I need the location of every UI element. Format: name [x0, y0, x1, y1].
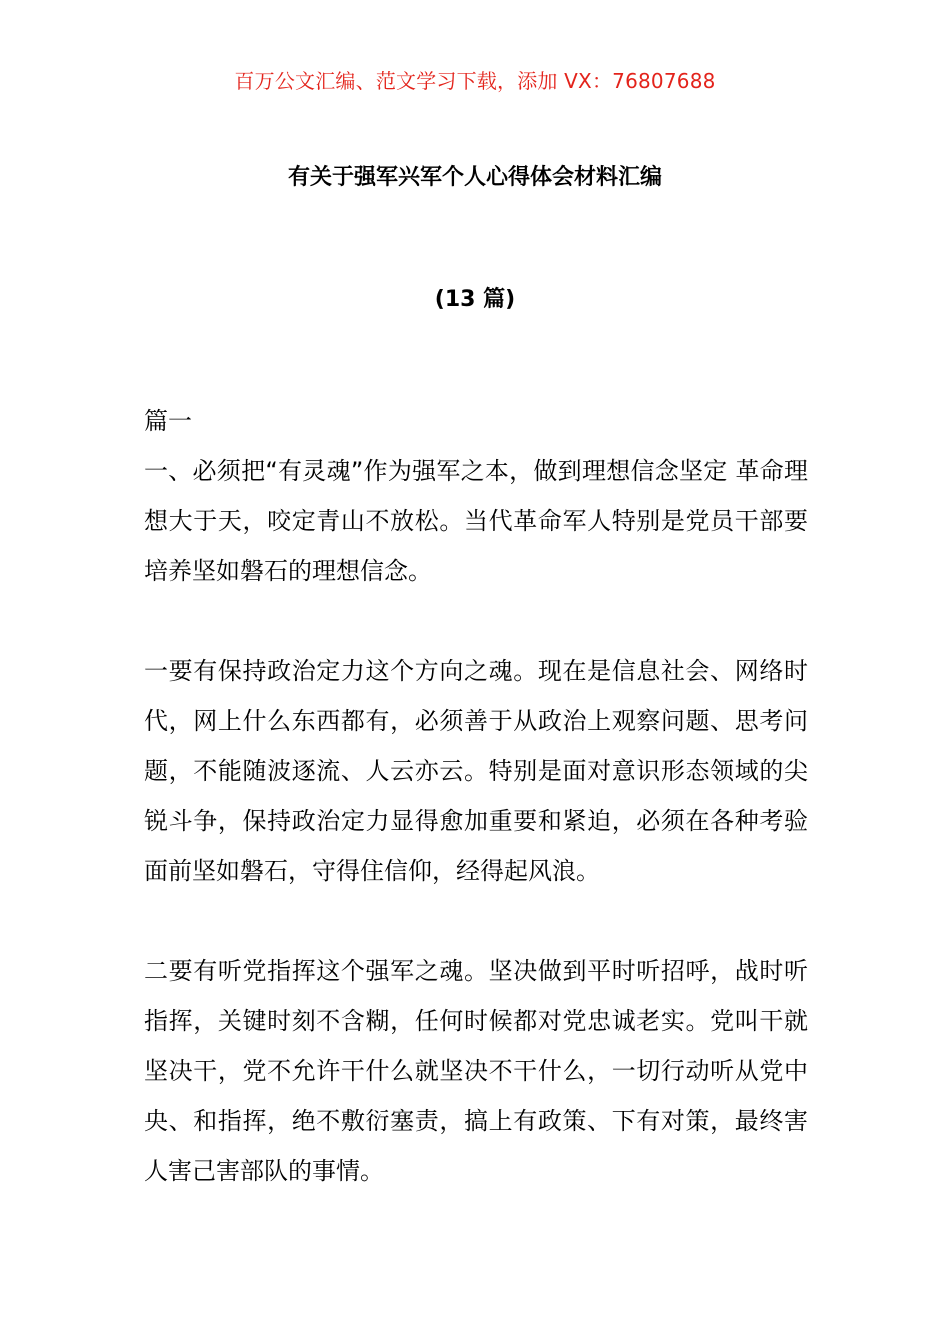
paragraph-3: 二要有听党指挥这个强军之魂。坚决做到平时听招呼，战时听指挥，关键时刻不含糊，任何时候都对党忠诚老实。党叫干就坚决干，党不允许干什么就坚决不干什么，一切行动听从党中央、和指挥，绝不敷衍塞责，搞上有政策、下有对策，最终害人害己害部队的事情。 [144, 957, 808, 1185]
paragraph-2: 一要有保持政治定力这个方向之魂。现在是信息社会、网络时代，网上什么东西都有，必须善于从政治上观察问题、思考问题，不能随波逐流、人云亦云。特别是面对意识形态领域的尖锐斗争，保持政治定力显得愈加重要和紧迫，必须在各种考验面前坚如磐石，守得住信仰，经得起风浪。 [144, 657, 808, 885]
header-promo-note: 百万公文汇编、范文学习下载，添加 VX：76807688 [234, 69, 716, 93]
section-label: 篇一 [144, 407, 192, 435]
document-subtitle: (13 篇) [434, 287, 516, 312]
paragraph-1: 一、必须把“有灵魂”作为强军之本，做到理想信念坚定 革命理想大于天，咬定青山不放松。当代革命军人特别是党员干部要培养坚如磐石的理想信念。 [144, 457, 808, 585]
document-title: 有关于强军兴军个人心得体会材料汇编 [287, 165, 662, 190]
